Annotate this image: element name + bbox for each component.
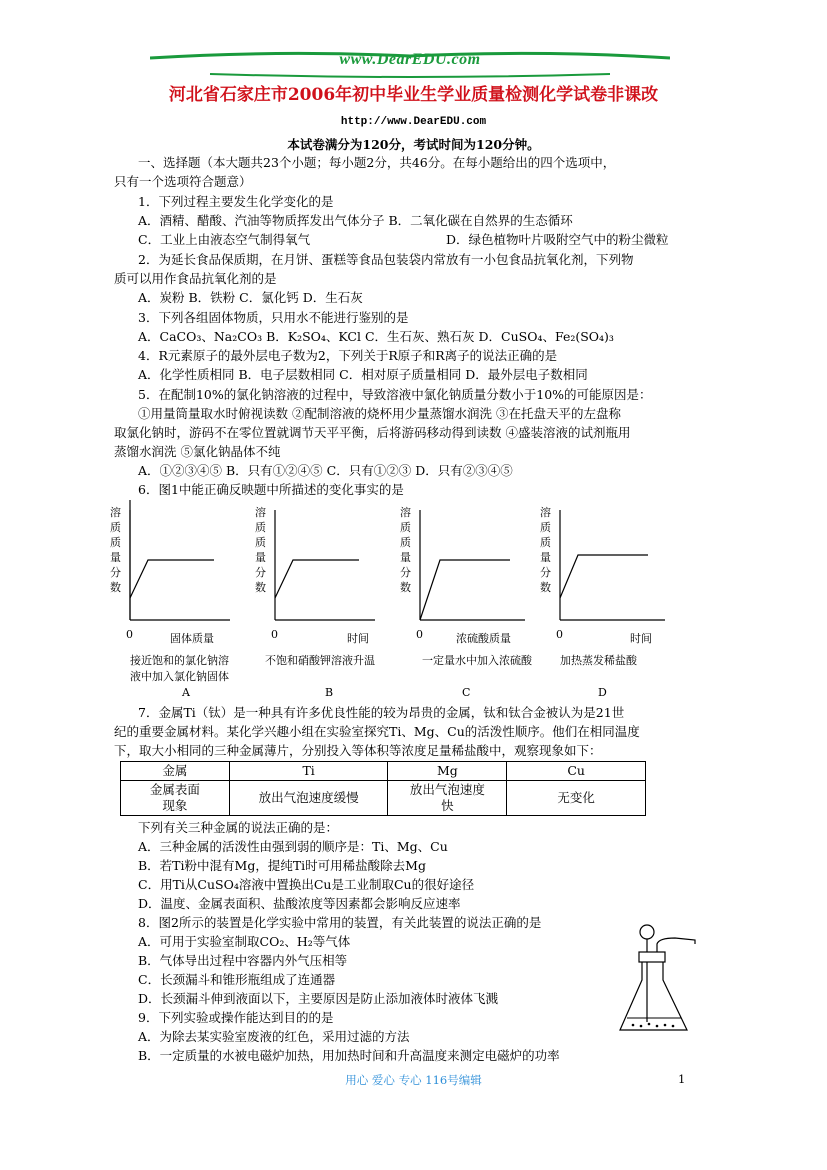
option-b: B．若Ti粉中混有Mg，提纯Ti时可用稀盐酸除去Mg [138, 858, 426, 873]
page-number: 1 [678, 1072, 686, 1086]
graph-letter: B [325, 686, 334, 699]
question-5: 5．在配制10%的氯化钠溶液的过程中，导致溶液中氯化钠质量分数小于10%的可能原因是： [138, 387, 652, 402]
x-axis-label: 固体质量 [170, 632, 214, 645]
text-line: 下，取大小相同的三种金属薄片，分别投入等体积等浓度足量稀盐酸中，观察现象如下： [114, 743, 602, 758]
option-a: A．三种金属的活泼性由强到弱的顺序是：Ti、Mg、Cu [138, 839, 448, 854]
table-cell: 放出气泡速度快 [388, 781, 507, 816]
svg-text:量: 量 [540, 551, 551, 564]
text-line: 只有一个选项符合题意） [114, 174, 252, 189]
option-d: D．长颈漏斗伸到液面以下，主要原因是防止添加液体时液体飞溅 [138, 991, 499, 1006]
table-row [121, 781, 646, 816]
origin-label: 0 [126, 628, 133, 641]
question-8: 8．图2所示的装置是化学实验中常用的装置，有关此装置的说法正确的是 [138, 915, 542, 930]
table-cell: 金属 [121, 762, 230, 781]
flask-apparatus-icon [615, 922, 715, 1037]
text-line: 蒸馏水润洗 ⑤氯化钠晶体不纯 [114, 444, 281, 459]
question-7: 7．金属Ti（钛）是一种具有许多优良性能的较为昂贵的金属，钛和钛合金被认为是21世 [138, 705, 625, 720]
svg-text:溶: 溶 [255, 506, 266, 519]
svg-text:质: 质 [400, 521, 411, 534]
svg-text:数: 数 [400, 581, 411, 594]
option-c: C．长颈漏斗和锥形瓶组成了连通器 [138, 972, 336, 987]
question-2: 2．为延长食品保质期，在月饼、蛋糕等食品包装袋内常放有一小包食品抗氧化剂，下列物 [138, 252, 634, 267]
option-d: D．绿色植物叶片吸附空气中的粉尘微粒 [446, 232, 669, 247]
svg-text:量: 量 [255, 551, 266, 564]
x-axis-label: 时间 [630, 632, 652, 645]
svg-text:质: 质 [255, 536, 266, 549]
caption-line: 加热蒸发稀盐酸 [560, 654, 637, 667]
svg-text:数: 数 [255, 581, 266, 594]
question-4: 4．R元素原子的最外层电子数为2，下列关于R原子和R离子的说法正确的是 [138, 348, 558, 363]
table-cell: Cu [507, 762, 646, 781]
site-banner [150, 50, 670, 80]
graph-letter: C [462, 686, 471, 699]
table-header-row [121, 762, 646, 781]
svg-text:0: 0 [556, 628, 563, 641]
option-b: B．一定质量的水被电磁炉加热，用加热时间和升高温度来测定电磁炉的功率 [138, 1048, 560, 1063]
x-axis-label: 浓硫酸质量 [456, 632, 511, 645]
caption-line: 不饱和硝酸钾溶液升温 [265, 654, 375, 667]
exam-note: 本试卷满分为120分，考试时间为120分钟。 [287, 137, 540, 152]
svg-text:质: 质 [540, 536, 551, 549]
graph-letter: D [598, 686, 607, 699]
text-line: 下列有关三种金属的说法正确的是： [138, 820, 339, 835]
question-3: 3．下列各组固体物质，只用水不能进行鉴别的是 [138, 310, 409, 325]
svg-text:质: 质 [400, 536, 411, 549]
svg-text:数: 数 [540, 581, 551, 594]
svg-text:质: 质 [110, 521, 121, 534]
text-line: 纪的重要金属材料。某化学兴趣小组在实验室探究Ti、Mg、Cu的活泼性顺序。他们在相同温度 [114, 724, 640, 739]
table-cell: 无变化 [507, 781, 646, 816]
svg-text:0: 0 [271, 628, 278, 641]
option-line: A．炭粉 B．铁粉 C．氯化钙 D．生石灰 [138, 290, 363, 305]
x-axis-label: 时间 [347, 632, 369, 645]
svg-text:质: 质 [255, 521, 266, 534]
source-url[interactable]: http://www.DearEDU.com [340, 116, 487, 128]
page-title: 河北省石家庄市2006年初中毕业生学业质量检测化学试卷非课改 [168, 85, 659, 105]
svg-text:0: 0 [416, 628, 423, 641]
option-line: A．①②③④⑤ B．只有①②④⑤ C．只有①②③ D．只有②③④⑤ [138, 463, 513, 478]
svg-text:量: 量 [400, 551, 411, 564]
question-1: 1．下列过程主要发生化学变化的是 [138, 194, 334, 209]
text-line: ①用量筒量取水时俯视读数 ②配制溶液的烧杯用少量蒸馏水润洗 ③在托盘天平的左盘称 [138, 406, 621, 421]
svg-text:质: 质 [110, 536, 121, 549]
caption-line: 一定量水中加入浓硫酸 [422, 654, 532, 667]
graph-letter: A [182, 686, 190, 699]
svg-text:分: 分 [400, 566, 411, 579]
svg-text:分: 分 [540, 566, 551, 579]
option-a: A．为除去某实验室废液的红色，采用过滤的方法 [138, 1029, 410, 1044]
option-a: A．可用于实验室制取CO₂、H₂等气体 [138, 934, 351, 949]
text-line: 一、选择题（本大题共23个小题；每小题2分，共46分。在每小题给出的四个选项中， [138, 155, 616, 170]
svg-text:量: 量 [110, 551, 121, 564]
option-c: C．用Ti从CuSO₄溶液中置换出Cu是工业制取Cu的很好途径 [138, 877, 475, 892]
text-line: 取氯化钠时，游码不在零位置就调节天平平衡，后将游码移动得到读数 ④盛装溶液的试剂瓶用 [114, 425, 631, 440]
svg-text:溶: 溶 [400, 506, 411, 519]
graph-b [255, 505, 375, 699]
caption-line: 液中加入氯化钠固体 [130, 670, 229, 683]
graph-a [110, 500, 230, 699]
table-cell: Ti [229, 762, 388, 781]
question-9: 9．下列实验或操作能达到目的的是 [138, 1010, 334, 1025]
table-cell: 金属表面 现象 [121, 781, 230, 816]
svg-text:溶: 溶 [110, 506, 121, 519]
option-line: A．CaCO₃、Na₂CO₃ B．K₂SO₄、KCl C．生石灰、熟石灰 D．CuSO₄、Fe₂(SO₄)₃ [138, 329, 614, 344]
caption-line: 接近饱和的氯化钠溶 [130, 654, 229, 667]
svg-text:分: 分 [255, 566, 266, 579]
graph-d [540, 505, 665, 699]
table-cell: 放出气泡速度缓慢 [229, 781, 388, 816]
option-line: A．化学性质相同 B．电子层数相同 C．相对原子质量相同 D．最外层电子数相同 [138, 367, 588, 382]
metal-table [120, 761, 646, 816]
option-c: C．工业上由液态空气制得氧气 [138, 232, 311, 247]
option-d: D．温度、金属表面积、盐酸浓度等因素都会影响反应速率 [138, 896, 461, 911]
svg-text:质: 质 [540, 521, 551, 534]
question-6: 6．图1中能正确反映题中所描述的变化事实的是 [138, 482, 404, 497]
svg-text:分: 分 [110, 566, 121, 579]
graph-c [400, 505, 533, 699]
figure-1 [110, 500, 670, 700]
option-line: A．酒精、醋酸、汽油等物质挥发出气体分子 B．二氧化碳在自然界的生态循环 [138, 213, 573, 228]
option-b: B．气体导出过程中容器内外气压相等 [138, 953, 348, 968]
svg-text:溶: 溶 [540, 506, 551, 519]
footer-text: 用心 爱心 专心 116号编辑 [345, 1073, 482, 1087]
table-cell: Mg [388, 762, 507, 781]
text-line: 质可以用作食品抗氧化剂的是 [114, 271, 277, 286]
svg-text:数: 数 [110, 581, 121, 594]
banner-url[interactable]: www.DearEDU.com [339, 51, 481, 68]
